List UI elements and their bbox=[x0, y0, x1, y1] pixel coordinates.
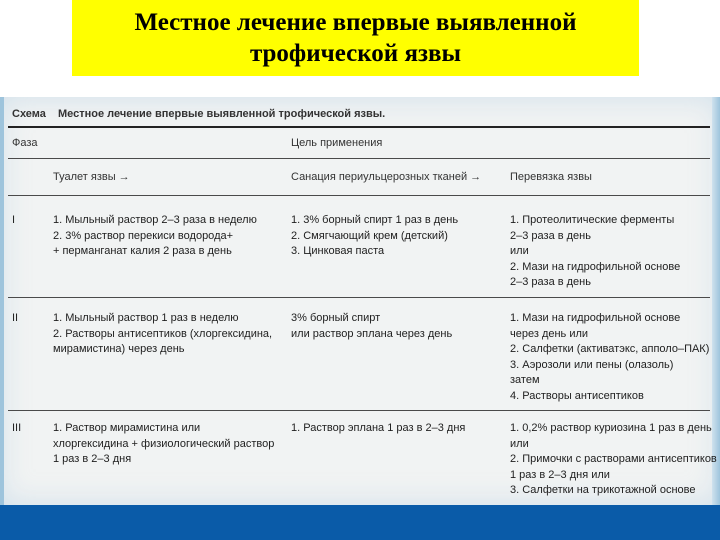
row-2-cell-3-line: затем bbox=[510, 374, 540, 386]
row-2-cell-2-line: 3% борный спирт bbox=[291, 312, 381, 324]
row-3-cell-2 bbox=[291, 421, 465, 437]
row-3-cell-3-line: 1 раз в 2–3 дня или bbox=[510, 468, 610, 481]
row-3-cell-1-line: хлоргексидина + физиологический раствор bbox=[53, 437, 275, 450]
row-1-cell-2-line: 2. Смягчающий крем (детский) bbox=[291, 229, 448, 242]
column-header-2: Санация периульцерозных тканей → bbox=[291, 171, 482, 183]
row-3-cell-2-line: 1. Раствор эплана 1 раз в 2–3 дня bbox=[291, 422, 466, 434]
row-1-cell-1-line: 2. 3% раствор перекиси водорода+ bbox=[53, 229, 234, 242]
row-2-cell-1 bbox=[53, 311, 272, 358]
column-header-3: Перевязка язвы bbox=[510, 171, 592, 183]
row-3-cell-3 bbox=[510, 421, 717, 499]
row-1-phase: I bbox=[12, 214, 16, 226]
row-1-cell-3-line: 2–3 раза в день bbox=[510, 229, 591, 242]
row-divider-2 bbox=[8, 410, 710, 411]
column-header-1: Туалет язвы → bbox=[53, 171, 130, 183]
row-2-cell-1-line: 2. Растворы антисептиков (хлоргексидина, bbox=[53, 327, 273, 340]
row-2-cell-3 bbox=[510, 311, 709, 404]
row-2-cell-3-line: 3. Аэрозоли или пены (олазоль) bbox=[510, 358, 674, 371]
row-1-cell-1-line: 1. Мыльный раствор 2–3 раза в неделю bbox=[53, 214, 257, 226]
row-3-cell-1-line: 1 раз в 2–3 дня bbox=[53, 453, 132, 465]
row-1-cell-2 bbox=[291, 213, 458, 260]
purpose-label: Цель применения bbox=[291, 137, 383, 149]
row-1-cell-2-line: 1. 3% борный спирт 1 раз в день bbox=[291, 214, 459, 226]
slide-title bbox=[72, 0, 639, 76]
header-rule-bottom bbox=[8, 195, 710, 196]
row-2-cell-1-line: мирамистина) через день bbox=[53, 343, 185, 355]
phase-label: Фаза bbox=[12, 137, 38, 149]
row-3-cell-3-line: 3. Салфетки на трикотажной основе bbox=[510, 484, 696, 496]
row-2-cell-1-line: 1. Мыльный раствор 1 раз в неделю bbox=[53, 312, 239, 324]
row-3-cell-3-line: 1. 0,2% раствор куриозина 1 раз в день bbox=[510, 422, 712, 434]
slide-title-line-1: Местное лечение впервые выявленной bbox=[134, 9, 577, 36]
row-2-cell-3-line: 4. Растворы антисептиков bbox=[510, 389, 644, 402]
row-3-cell-1 bbox=[53, 421, 274, 468]
row-2-cell-3-line: 1. Мази на гидрофильной основе bbox=[510, 312, 681, 324]
scan-edge-left bbox=[0, 97, 4, 505]
row-2-cell-3-line: 2. Салфетки (активатэкс, апполо–ПАК) bbox=[510, 343, 710, 355]
row-1-cell-3-line: 2–3 раза в день bbox=[510, 276, 591, 288]
row-3-cell-3-line: 2. Примочки с растворами антисептиков bbox=[510, 453, 717, 465]
row-1-cell-3 bbox=[510, 213, 680, 291]
row-3-cell-1-line: 1. Раствор мирамистина или bbox=[53, 422, 201, 434]
row-2-phase: II bbox=[12, 312, 19, 324]
row-1-cell-3-line: 1. Протеолитические ферменты bbox=[510, 214, 675, 226]
slide-title-line-2: трофической язвы bbox=[249, 40, 462, 67]
row-divider-1 bbox=[8, 297, 710, 298]
bottom-bar bbox=[0, 505, 720, 540]
row-2-cell-2 bbox=[291, 311, 452, 342]
row-2-cell-3-line: через день или bbox=[510, 327, 589, 340]
row-2-cell-2-line: или раствор эплана через день bbox=[291, 327, 453, 340]
row-3-phase: III bbox=[12, 422, 22, 434]
schema-title: Местное лечение впервые выявленной трофической язвы. bbox=[58, 108, 386, 120]
row-1-cell-1-line: + перманганат калия 2 раза в день bbox=[53, 245, 232, 257]
row-3-cell-3-line: или bbox=[510, 437, 529, 450]
header-rule-top bbox=[8, 126, 710, 128]
row-1-cell-3-line: или bbox=[510, 245, 529, 257]
row-1-cell-3-line: 2. Мази на гидрофильной основе bbox=[510, 260, 681, 273]
row-1-cell-1 bbox=[53, 213, 257, 260]
row-1-cell-2-line: 3. Цинковая паста bbox=[291, 245, 385, 257]
header-rule-middle bbox=[8, 158, 710, 159]
schema-label: Схема bbox=[12, 108, 46, 120]
